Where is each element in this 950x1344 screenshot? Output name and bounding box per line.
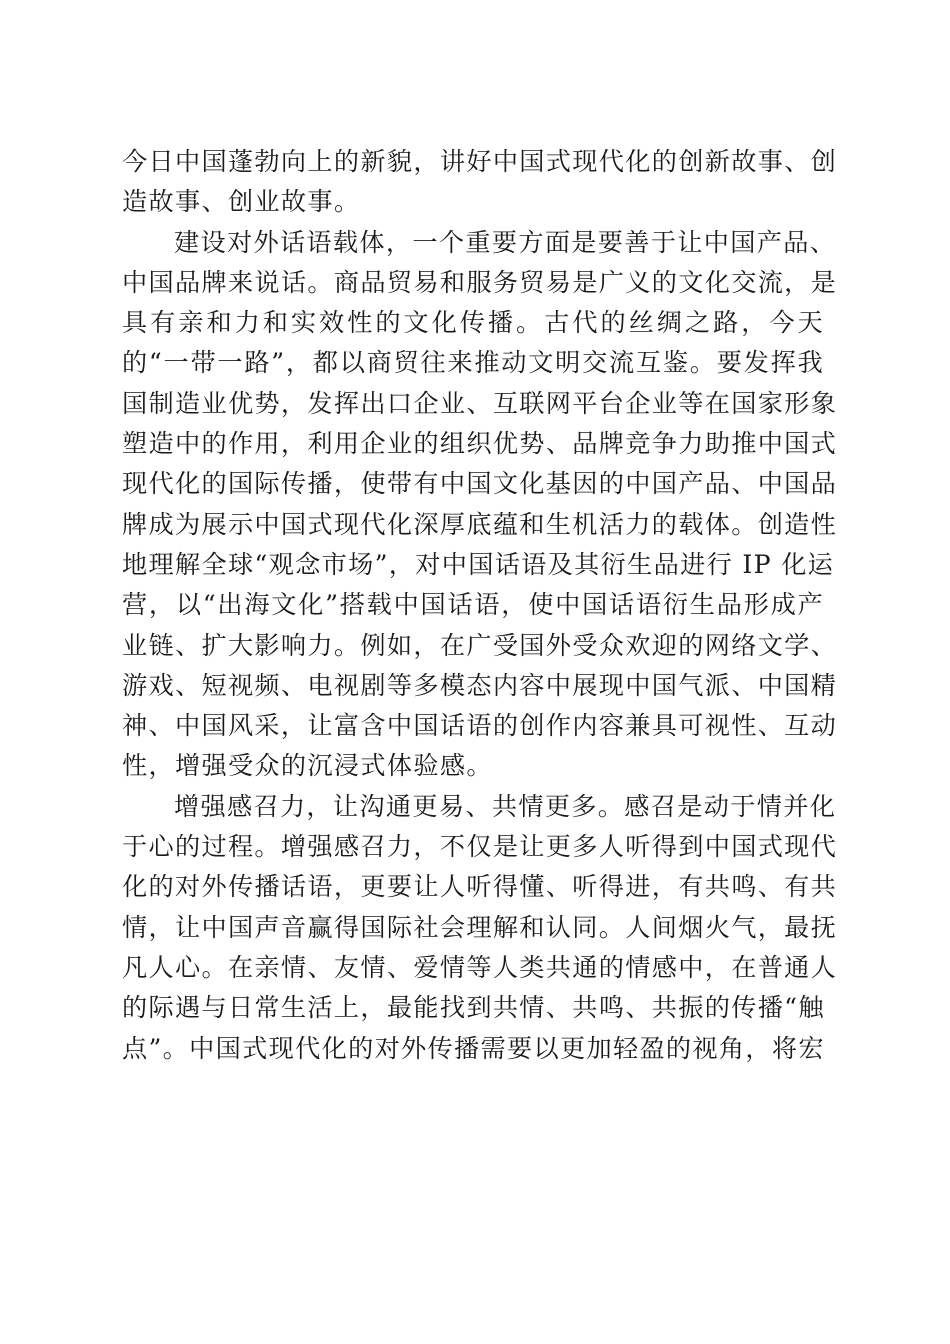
paragraph-3-line-6: 的际遇与日常生活上，最能找到共情、共鸣、共振的传播“触	[122, 993, 825, 1023]
paragraph-1-line-2: 造故事、创业故事。	[122, 187, 361, 217]
paragraph-2-line-10: 营，以“出海文化”搭载中国话语，使中国话语衍生品形成产	[122, 590, 824, 620]
paragraph-3-line-2: 于心的过程。增强感召力，不仅是让更多人听得到中国式现代	[122, 832, 838, 862]
paragraph-2-line-5: 国制造业优势，发挥出口企业、互联网平台企业等在国家形象	[122, 388, 838, 418]
paragraph-2-line-7: 现代化的国际传播，使带有中国文化基因的中国产品、中国品	[122, 469, 838, 499]
paragraph-2-line-2: 中国品牌来说话。商品贸易和服务贸易是广义的文化交流，是	[122, 267, 838, 297]
paragraph-3-line-7: 点”。中国式现代化的对外传播需要以更加轻盈的视角，将宏	[122, 1033, 825, 1063]
paragraph-2-line-8: 牌成为展示中国式现代化深厚底蕴和生机活力的载体。创造性	[122, 509, 838, 539]
paragraph-2-line-3: 具有亲和力和实效性的文化传播。古代的丝绸之路，今天	[122, 308, 824, 338]
paragraph-3-line-1: 增强感召力，让沟通更易、共情更多。感召是动于情并化	[174, 791, 837, 821]
paragraph-2-line-12: 游戏、短视频、电视剧等多模态内容中展现中国气派、中国精	[122, 670, 838, 700]
paragraph-2-line-13: 神、中国风采，让富含中国话语的创作内容兼具可视性、互动	[122, 711, 838, 741]
paragraph-2-line-4: 的“一带一路”，都以商贸往来推动文明交流互鉴。要发挥我	[122, 348, 824, 378]
paragraph-2-line-11: 业链、扩大影响力。例如，在广受国外受众欢迎的网络文学、	[122, 630, 838, 660]
paragraph-2-line-1: 建设对外话语载体，一个重要方面是要善于让中国产品、	[174, 227, 837, 257]
paragraph-1-line-1: 今日中国蓬勃向上的新貌，讲好中国式现代化的创新故事、创	[122, 147, 838, 176]
paragraph-2-line-14: 性，增强受众的沉浸式体验感。	[122, 751, 493, 781]
body-text	[122, 142, 838, 1069]
paragraph-2-line-9: 地理解全球“观念市场”，对中国话语及其衍生品进行 IP 化运	[122, 549, 835, 579]
paragraph-3-line-3: 化的对外传播话语，更要让人听得懂、听得进，有共鸣、有共	[122, 872, 838, 902]
paragraph-3-line-4: 情，让中国声音赢得国际社会理解和认同。人间烟火气，最抚	[122, 912, 838, 942]
paragraph-2-line-6: 塑造中的作用，利用企业的组织优势、品牌竞争力助推中国式	[122, 429, 838, 459]
paragraph-3-line-5: 凡人心。在亲情、友情、爱情等人类共通的情感中，在普通人	[122, 952, 838, 982]
